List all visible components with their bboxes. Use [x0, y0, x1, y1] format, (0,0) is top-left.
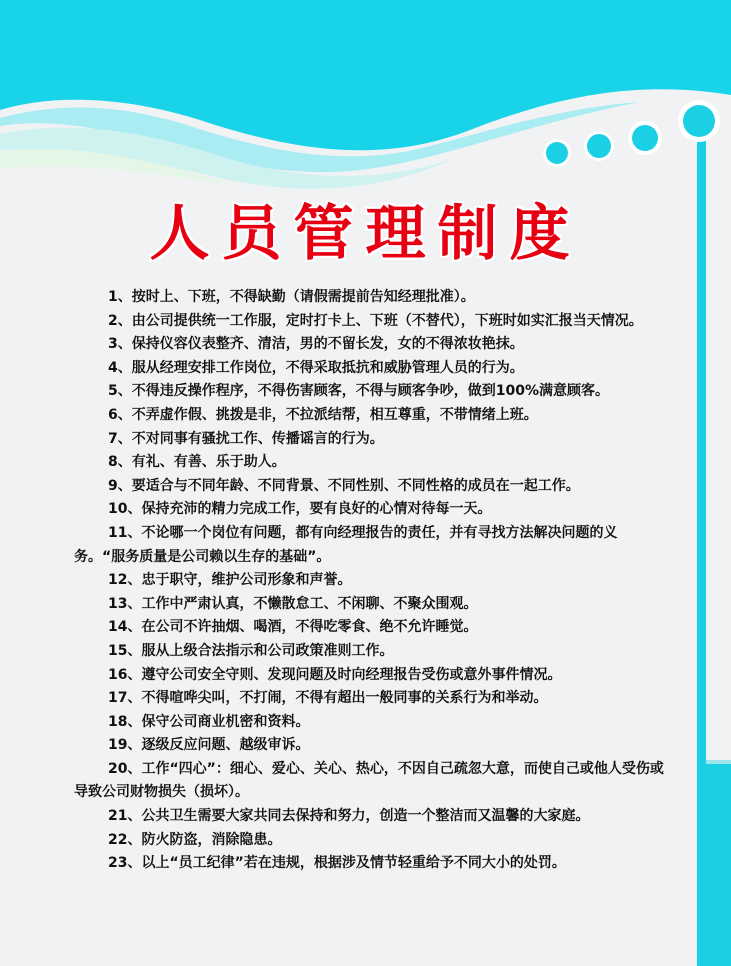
rule-item: 1、按时上、下班，不得缺勤（请假需提前告知经理批准）。	[108, 289, 475, 305]
rule-item: 15、服从上级合法指示和公司政策准则工作。	[108, 642, 394, 659]
rule-item: 14、在公司不许抽烟、喝酒，不得吃零食、绝不允许睡觉。	[108, 619, 478, 636]
rule-item: 13、工作中严肃认真，不懒散怠工、不闲聊、不聚众围观。	[108, 595, 478, 612]
rule-item: 5、不得违反操作程序，不得伤害顾客，不得与顾客争吵，做到100%满意顾客。	[108, 383, 609, 400]
rules-list	[74, 286, 666, 876]
circle-decoration-4	[678, 100, 720, 142]
rule-item: 8、有礼、有善、乐于助人。	[108, 454, 286, 471]
circle-decoration-2	[584, 131, 614, 161]
rule-item: 6、不弄虚作假、挑拨是非，不拉派结帮，相互尊重，不带情绪上班。	[108, 406, 538, 423]
rule-item: 2、由公司提供统一工作服，定时打卡上、下班（不替代），下班时如实汇报当天情况。	[108, 312, 643, 329]
rule-item: 18、保守公司商业机密和资料。	[108, 713, 310, 730]
rule-item: 17、不得喧哗尖叫，不打闹，不得有超出一般同事的关系行为和举动。	[108, 690, 548, 707]
rule-item: 21、公共卫生需要大家共同去保持和努力，创造一个整洁而又温馨的大家庭。	[108, 808, 590, 825]
rule-item: 10、保持充沛的精力完成工作，要有良好的心情对待每一天。	[108, 501, 492, 518]
rule-item: 4、服从经理安排工作岗位，不得采取抵抗和威胁管理人员的行为。	[108, 359, 524, 376]
rule-item: 23、以上“员工纪律”若在违规，根据涉及情节轻重给予不同大小的处罚。	[108, 855, 566, 872]
circle-decoration-3	[628, 121, 662, 155]
rule-item: 9、要适合与不同年龄、不同背景、不同性别、不同性格的成员在一起工作。	[108, 477, 580, 494]
rule-item: 12、忠于职守，维护公司形象和声誉。	[108, 572, 352, 589]
circle-decoration-1	[543, 139, 571, 167]
rule-item: 11、不论哪一个岗位有问题，都有向经理报告的责任，并有寻找方法解决问题的义务。“服务质量是公司赖以生存的基础”。	[74, 524, 618, 565]
rule-item: 16、遵守公司安全守则、发现问题及时向经理报告受伤或意外事件情况。	[108, 666, 562, 683]
rule-item: 19、逐级反应问题、越级审诉。	[108, 737, 310, 754]
rule-item: 3、保持仪容仪表整齐、清洁，男的不留长发，女的不得浓妆艳抹。	[108, 336, 524, 353]
rule-item: 7、不对同事有骚扰工作、传播谣言的行为。	[108, 430, 384, 447]
page-title: 人员管理制度	[149, 199, 582, 269]
rule-item: 22、防火防盗，消除隐患。	[108, 831, 282, 848]
rule-item: 20、工作“四心”：细心、爱心、关心、热心，不因自己疏忽大意，而使自己或他人受伤或导致公司财物损失（损坏）。	[74, 760, 664, 801]
